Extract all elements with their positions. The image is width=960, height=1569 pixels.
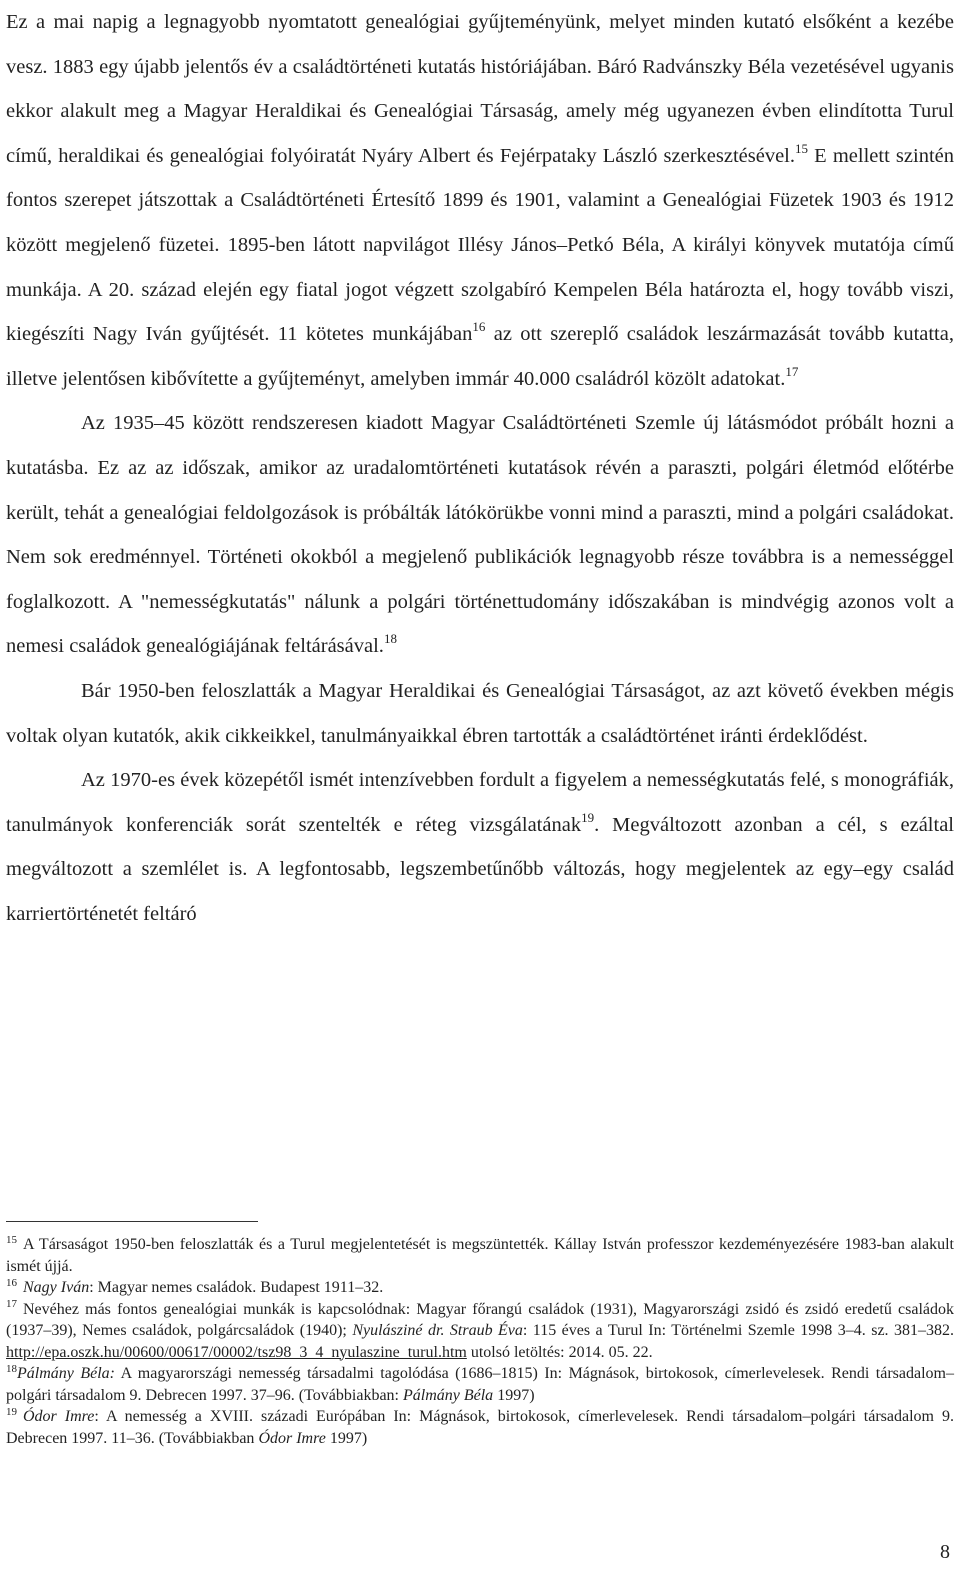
footnote-author: Ódor Imre [258, 1429, 326, 1447]
footnote-18 [6, 1363, 954, 1406]
footnote-url-link[interactable]: http://epa.oszk.hu/00600/00617/00002/tsz98_3_4_nyulaszine_turul.htm [6, 1343, 467, 1361]
footnote-ref-17[interactable]: 17 [785, 363, 799, 379]
footnote-number: 19 [6, 1405, 17, 1418]
paragraph-2 [6, 401, 954, 669]
footnote-ref-18[interactable]: 18 [383, 631, 397, 647]
paragraph-4-text-a: Az 1970-es évek közepétől ismét intenzívebben fordult a figyelem a nemességkutatás felé, s monográfiák, tanulmányok konferenciák sorát szentelték e réteg vizsgálatának [6, 769, 954, 836]
paragraph-4-text-b: . Megváltozott azonban a cél, s ezáltal megváltozott a szemlélet is. A legfontosabb, legszembetűnőbb változás, hogy megjelentek az egy–egy család karriertörténetét feltáró [6, 813, 954, 925]
footnote-text: utolsó letöltés: 2014. 05. 22. [466, 1343, 653, 1361]
paragraph-1 [6, 0, 954, 401]
footnote-number: 16 [6, 1276, 17, 1289]
footnote-separator [6, 1221, 258, 1222]
footnote-text: : Magyar nemes családok. Budapest 1911–32. [89, 1279, 384, 1296]
footnote-author: Pálmány Béla: [17, 1365, 116, 1382]
footnote-17 [6, 1299, 954, 1364]
footnote-author: Nagy Iván [23, 1279, 90, 1296]
footnote-ref-19[interactable]: 19 [581, 809, 595, 825]
paragraph-4 [6, 758, 954, 936]
paragraph-1-text-c: az ott szereplő családok leszármazását tovább kutatta, illetve jelentősen kibővítette a gyűjteményt, amelyben immár 40.000 családról közölt adatokat. [6, 323, 954, 390]
footnote-text: 1997) [493, 1386, 535, 1404]
footnote-19 [6, 1406, 954, 1449]
paragraph-1-text-a: Ez a mai napig a legnagyobb nyomtatott genealógiai gyűjteményünk, melyet minden kutató elsőként a kezébe vesz. 1883 egy újabb jelentős év a családtörténeti kutatás históriájában. Báró Radvánszky Béla vezetésével ugyanis ekkor alakult meg a Magyar Heraldikai és Genealógiai Társaság, amely még ugyanezen évben elindította Turul című, heraldikai és genealógiai folyóiratát Nyáry Albert és Fejérpataky László szerkesztésével. [6, 11, 954, 167]
footnotes [6, 1234, 954, 1449]
paragraph-2-text: Az 1935–45 között rendszeresen kiadott Magyar Családtörténeti Szemle új látásmódot próbált hozni a kutatásba. Ez az az időszak, amikor az uradalomtörténeti kutatások révén a paraszti, polgári életmód előtérbe került, tehát a genealógiai feldolgozások is próbálták látókörükbe vonni mind a paraszti, mind a polgári családokat. Nem sok eredménnyel. Történeti okokból a megjelenő publikációk legnagyobb része továbbra is a nemességgel foglalkozott. A "nemességkutatás" nálunk a polgári történettudomány időszakában is mindvégig azonos volt a nemesi családok genealógiájának feltárásával. [6, 412, 954, 658]
footnote-16 [6, 1277, 954, 1299]
paragraph-1-text-b: E mellett szintén fontos szerepet játszottak a Családtörténeti Értesítő 1899 és 1901, valamint a Genealógiai Füzetek 1903 és 1912 között megjelenő füzetei. 1895-ben látott napvilágot Illésy János–Petkó Béla, A királyi könyvek mutatója című munkája. A 20. század elején egy fiatal jogot végzett szolgabíró Kempelen Béla határozta el, hogy tovább viszi, kiegészíti Nagy Iván gyűjtését. 11 kötetes munkájában [6, 144, 954, 346]
page-number: 8 [940, 1541, 950, 1563]
footnote-text: : A nemesség a XVIII. századi Európában In: Mágnások, birtokosok, címerlevelesek. Rendi társadalom–polgári társadalom 9. Debrecen 1997. 11–36. (Továbbiakban [6, 1408, 954, 1447]
footnote-text: 1997) [325, 1429, 368, 1447]
footnote-text: A Társaságot 1950-ben feloszlatták és a Turul megjelentetését is megszüntették. Kállay István professzor kezdeményezésére 1983-ban alakult ismét újjá. [6, 1236, 954, 1275]
footnote-ref-16[interactable]: 16 [472, 319, 486, 335]
footnote-author: Ódor Imre [23, 1408, 95, 1425]
footnote-number: 17 [6, 1298, 17, 1311]
footnote-text: : 115 éves a Turul In: Történelmi Szemle 1998 3–4. sz. 381–382. [522, 1322, 955, 1339]
footnote-text: A magyarországi nemesség társadalmi tagolódása (1686–1815) In: Mágnások, birtokosok, címerlevelesek. Rendi társadalom–polgári társadalom 9. Debrecen 1997. 37–96. (Továbbiakban: [6, 1365, 954, 1404]
paragraph-3 [6, 669, 954, 758]
main-text [6, 0, 954, 936]
footnote-author: Nyulásziné dr. Straub Éva [352, 1322, 523, 1339]
footnote-number: 15 [6, 1233, 17, 1246]
footnote-15 [6, 1234, 954, 1277]
footnote-text: Nevéhez más fontos genealógiai munkák is kapcsolódnak: Magyar főrangú családok (1931), Magyarországi zsidó és zsidó eredetű családok (1937–39), Nemes családok, polgárcsaládok (1940); [6, 1300, 954, 1339]
paragraph-3-text: Bár 1950-ben feloszlatták a Magyar Heraldikai és Genealógiai Társaságot, az azt követő években mégis voltak olyan kutatók, akik cikkeikkel, tanulmányaikkal ébren tartották a családtörténet iránti érdeklődést. [6, 679, 954, 747]
footnote-number: 18 [6, 1362, 17, 1375]
footnote-author: Pálmány Béla [402, 1386, 494, 1404]
footnote-ref-15[interactable]: 15 [795, 140, 809, 156]
